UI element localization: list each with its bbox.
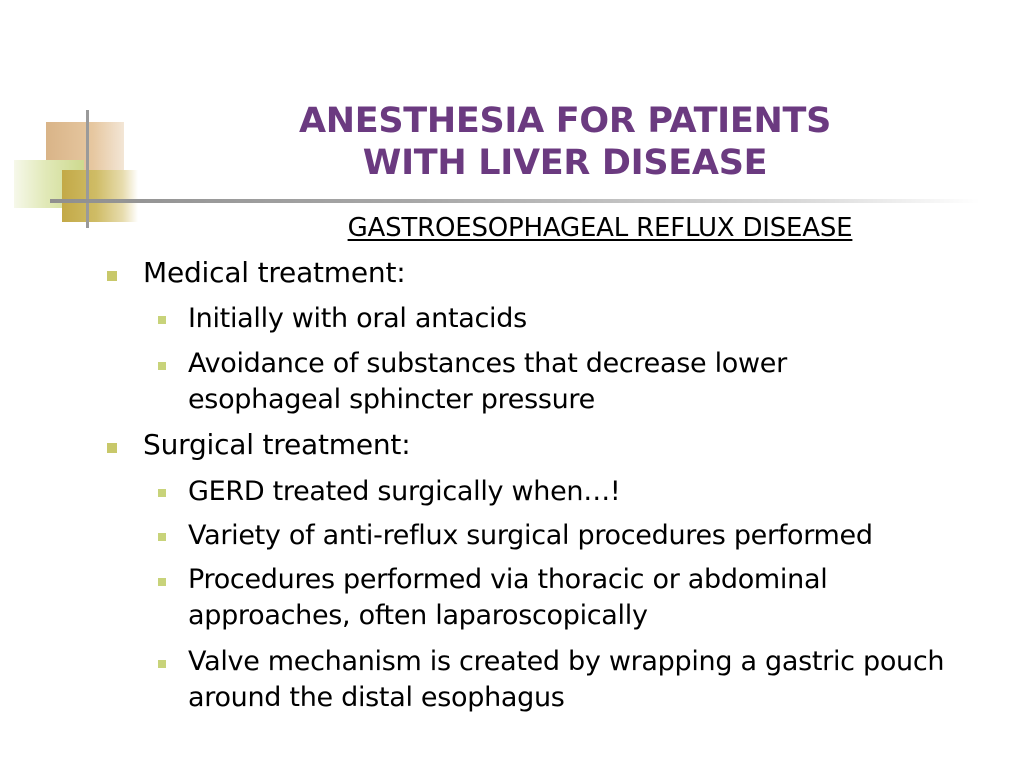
bullet-square-icon bbox=[107, 443, 117, 453]
section-heading-surgical: Surgical treatment: bbox=[143, 428, 411, 461]
section-heading-medical: Medical treatment: bbox=[143, 256, 406, 289]
list-item: Initially with oral antacids bbox=[188, 303, 527, 334]
bullet-square-icon bbox=[107, 271, 117, 281]
list-item: Procedures performed via thoracic or abdominal approaches, often laparoscopically bbox=[188, 564, 828, 631]
sub-bullet-square-icon bbox=[158, 489, 166, 497]
sub-bullet-square-icon bbox=[158, 533, 166, 541]
sub-bullet-square-icon bbox=[158, 660, 166, 668]
slide-title-line-1: ANESTHESIA FOR PATIENTS bbox=[299, 101, 831, 141]
list-item: Avoidance of substances that decrease lower esophageal sphincter pressure bbox=[188, 348, 787, 415]
sub-bullet-square-icon bbox=[158, 316, 166, 324]
list-item: GERD treated surgically when…! bbox=[188, 476, 621, 507]
slide-title-line-2: WITH LIVER DISEASE bbox=[362, 143, 768, 183]
sub-bullet-square-icon bbox=[158, 578, 166, 586]
slide-subtitle: GASTROESOPHAGEAL REFLUX DISEASE bbox=[347, 213, 853, 243]
list-item: Valve mechanism is created by wrapping a gastric pouch around the distal esophagus bbox=[188, 646, 945, 713]
list-item: Variety of anti-reflux surgical procedures performed bbox=[188, 520, 873, 551]
sub-bullet-square-icon bbox=[158, 362, 166, 370]
